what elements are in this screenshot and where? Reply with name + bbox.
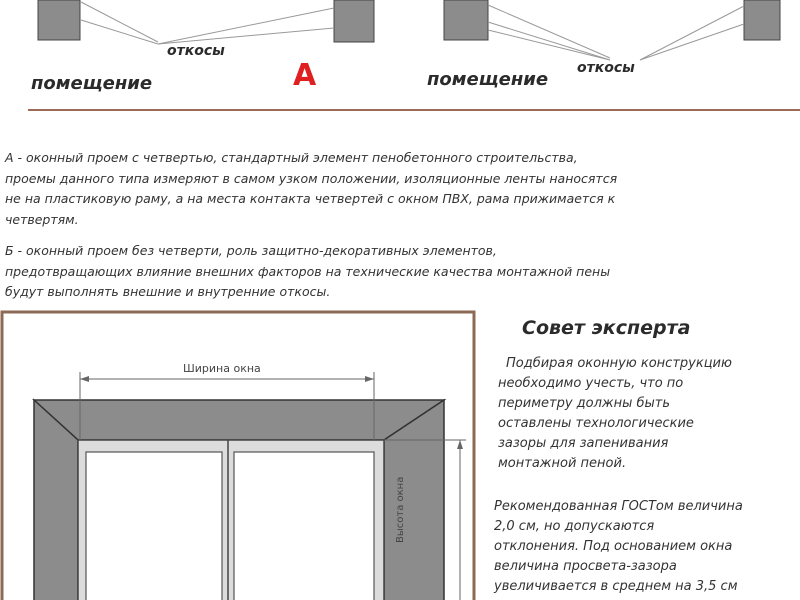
wall-block-left-2	[334, 0, 374, 42]
expert-line: величина просвета-зазора	[494, 559, 677, 574]
top-diagram-lines	[0, 0, 800, 115]
paragraph-a	[5, 148, 795, 230]
expert-line: отклонения. Под основанием окна	[494, 539, 733, 554]
label-otkosy-left: откосы	[167, 43, 225, 59]
window-diagram	[0, 310, 480, 600]
paragraph-b	[5, 241, 795, 303]
wall-block-right-2	[744, 0, 780, 40]
width-label: Ширина окна	[183, 362, 261, 375]
expert-line: Подбирая оконную конструкцию	[506, 356, 732, 371]
expert-line: периметру должны быть	[498, 396, 671, 411]
wall-slope-top	[34, 400, 444, 440]
window-sash-right	[234, 452, 374, 600]
expert-line: зазоры для запенивания	[498, 436, 669, 451]
expert-line: увеличивается в среднем на 3,5 см	[494, 579, 738, 594]
wall-block-right-1	[444, 0, 488, 40]
expert-advice-paragraph-2	[494, 497, 743, 597]
window-sash-left	[86, 452, 222, 600]
paragraph-a-line: А - оконный проем с четвертью, стандартный элемент пенобетонного строительства,	[5, 150, 578, 165]
wall-block-left-1	[38, 0, 80, 40]
expert-line: монтажной пеной.	[498, 456, 627, 471]
label-room-right: помещение	[427, 69, 549, 90]
paragraph-a-line: не на пластиковую раму, а на места контакта четвертей с окном ПВХ, рама прижимается к	[5, 191, 616, 206]
label-room-left: помещение	[31, 73, 153, 94]
paragraph-b-line: предотвращающих влияние внешних факторов на технические качества монтажной пены	[5, 263, 611, 279]
expert-advice-paragraph-1	[498, 354, 732, 474]
label-otkosy-right: откосы	[577, 60, 635, 76]
expert-line: необходимо учесть, что по	[498, 376, 684, 391]
expert-line: 2,0 см, но допускаются	[494, 519, 655, 534]
leader-lines-left	[81, 2, 334, 44]
leader-lines-right	[488, 5, 744, 60]
expert-advice-title: Совет эксперта	[522, 317, 691, 339]
height-label: Высота окна	[395, 476, 406, 543]
label-letter-a: А	[293, 58, 317, 93]
paragraph-a-line: проемы данного типа измеряют в самом узком положении, изоляционные ленты наносятся	[5, 170, 618, 186]
expert-line: Рекомендованная ГОСТом величина	[494, 499, 743, 514]
paragraph-a-line: четвертям.	[5, 211, 79, 227]
paragraph-b-line: будут выполнять внешние и внутренние откосы.	[5, 284, 331, 299]
paragraph-b-line: Б - оконный проем без четверти, роль защитно-декоративных элементов,	[5, 243, 497, 258]
expert-line: оставлены технологические	[498, 416, 694, 431]
